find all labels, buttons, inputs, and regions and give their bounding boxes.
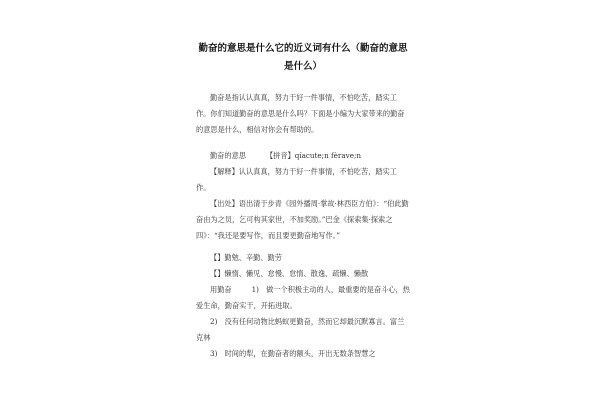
usage-2-paragraph: 2) 没有任何动物比蚂蚁更勤奋，然而它却最沉默寡言。富兰克林 — [196, 317, 405, 342]
usage-3-paragraph: 3) 时间的犁，在勤奋者的额头，开出无数条智慧之 — [210, 349, 376, 358]
usage-line — [196, 282, 410, 314]
meaning-line — [196, 148, 410, 164]
source-paragraph: 【出处】语出清于步青《园外播周·掌故·林西臣方伯》：“伯此勤奋由为之员，乞可构其家世，不加奖励。”巴金《探索集·探索之四》：“我还是要写作，而且要更勤奋地写作。” — [196, 199, 409, 240]
usage-1-text: 1) 做一个积极主动的人，最重要的是奋斗心，热爱生命，勤奋实干，开拓进取。 — [196, 285, 410, 310]
meaning-label: 勤奋的意思 — [210, 151, 246, 160]
antonyms-line: 【】懒惰、懒见、怠慢、怠惰、散逸、疏懒、懒散 — [210, 269, 369, 278]
usage-label: 用勤奋 — [210, 285, 232, 294]
synonyms-line: 【】勤勉、辛勤、勤劳 — [210, 253, 282, 262]
intro-paragraph: 勤奋是指认认真真，努力干好一件事情，不怕吃苦，踏实工作。你们知道勤奋的意思是什么吗？下面是小编为大家带来的勤奋的意思是什么，相信对你会有帮助的。 — [196, 93, 405, 134]
explanation-paragraph: 【解释】认认真真，努力干好一件事情，不怕吃苦，踏实工作。 — [196, 167, 397, 192]
article-title: 勤奋的意思是什么它的近义词有什么（勤奋的意思是什么） — [198, 43, 408, 72]
pinyin-text: 【拼音】qíacute;n fèrave;n — [265, 151, 362, 160]
